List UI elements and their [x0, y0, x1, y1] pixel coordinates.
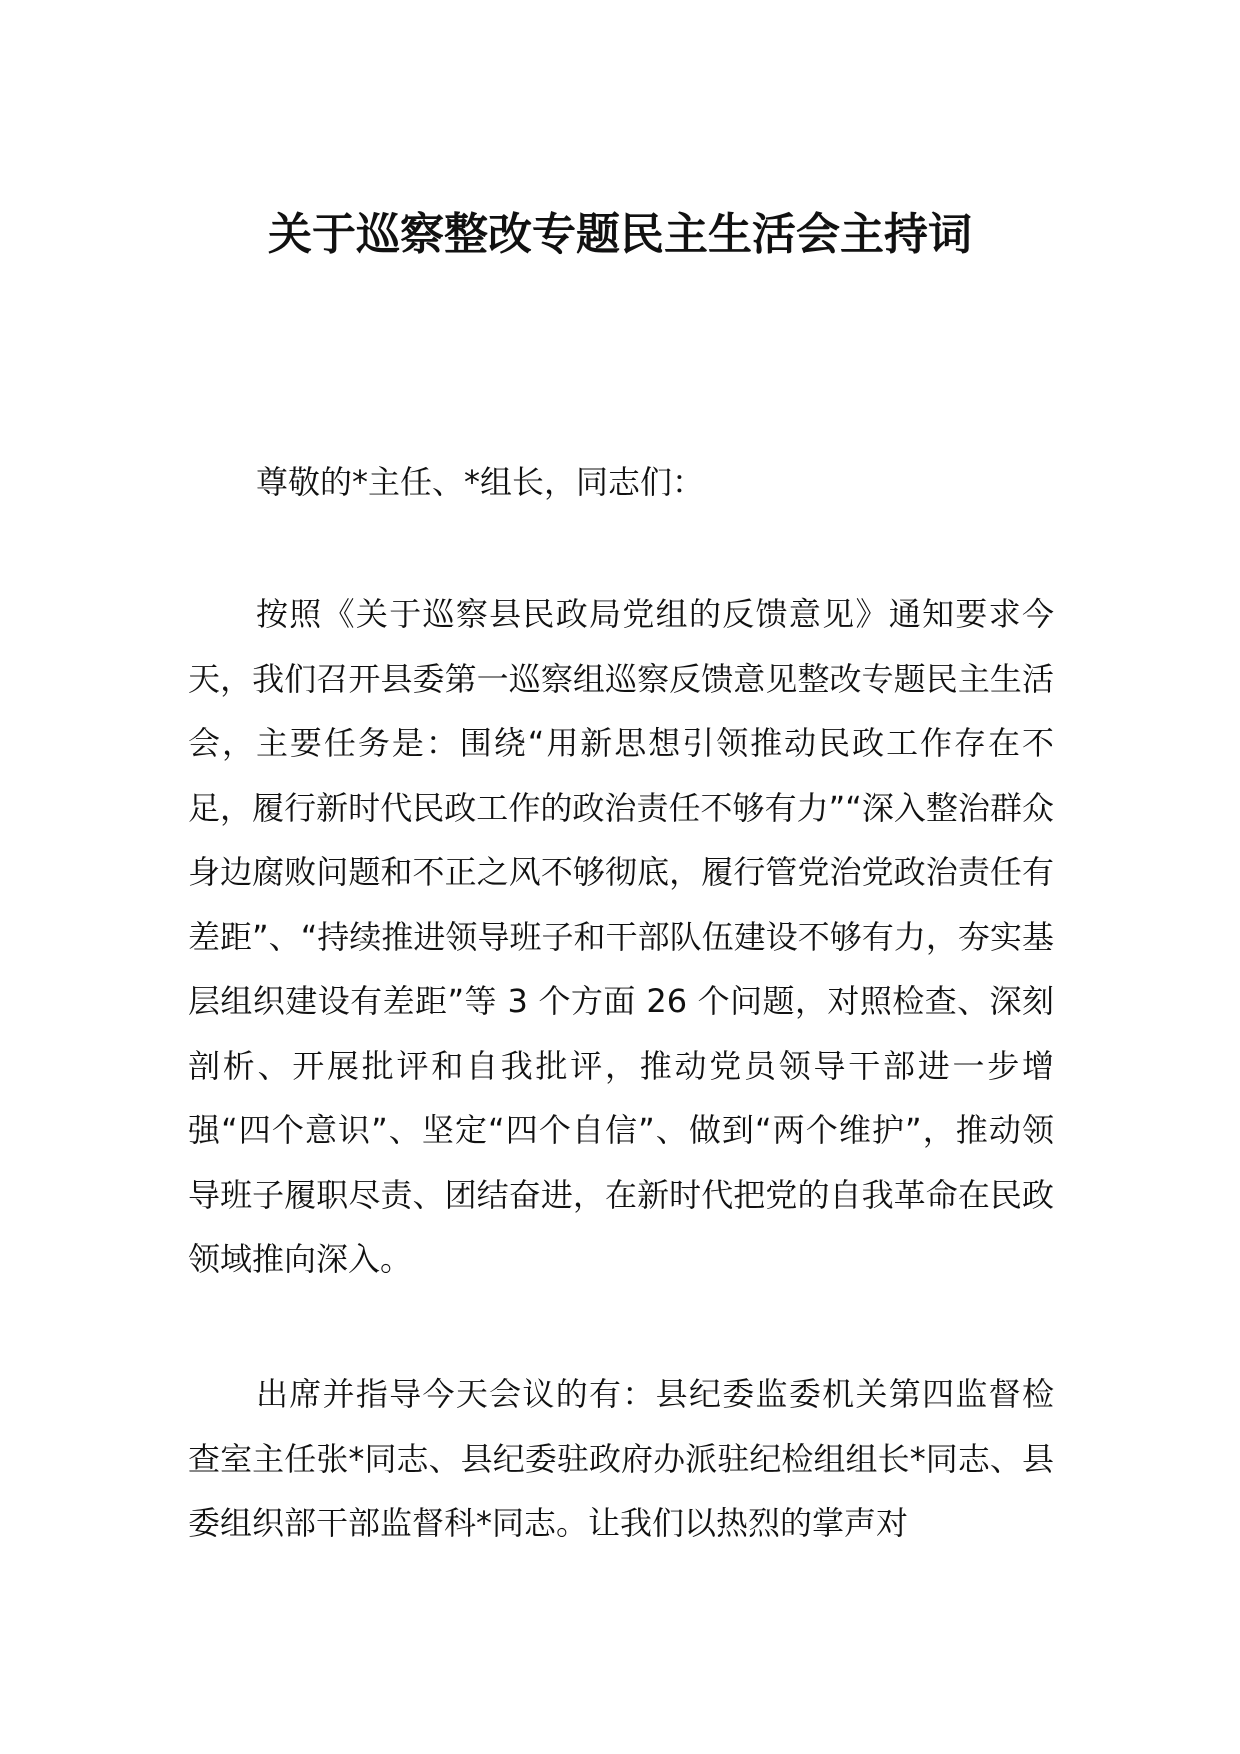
paragraph-attendees: 出席并指导今天会议的有：县纪委监委机关第四监督检查室主任张*同志、县纪委驻政府办派驻纪检组组长*同志、县委组织部干部监督科*同志。让我们以热烈的掌声对: [188, 1375, 1054, 1542]
document-title: 关于巡察整改专题民主生活会主持词: [268, 209, 972, 260]
salutation: 尊敬的*主任、*组长，同志们：: [256, 463, 705, 501]
paragraph-intro: 按照《关于巡察县民政局党组的反馈意见》通知要求今天，我们召开县委第一巡察组巡察反馈意见整改专题民主生活会，主要任务是：围绕“用新思想引领推动民政工作存在不足，履行新时代民政工作的政治责任不够有力”“深入整治群众身边腐败问题和不正之风不够彻底，履行管党治党政治责任有差距”、“持续推进领导班子和干部队伍建设不够有力，夯实基层组织建设有差距”等 3 个方面 26 个问题，对照检查、深刻剖析、开展批评和自我批评，推动党员领导干部进一步增强“四个意识”、坚定“四个自信”、做到“两个维护”，推动领导班子履职尽责、团结奋进，在新时代把党的自我革命在民政领域推向深入。: [188, 595, 1054, 1278]
